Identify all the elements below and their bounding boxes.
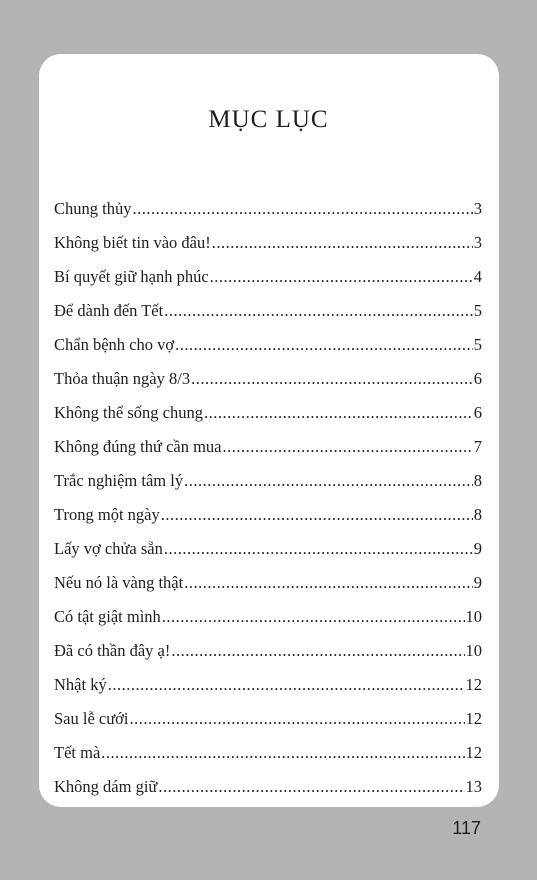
toc-entry[interactable] bbox=[54, 602, 482, 636]
dot-leader bbox=[162, 602, 465, 632]
toc-entry-page: 10 bbox=[465, 607, 482, 626]
toc-entry[interactable] bbox=[54, 228, 482, 262]
toc-entry-title: Thỏa thuận ngày 8/3 bbox=[54, 369, 191, 388]
toc-entry-page: 3 bbox=[473, 233, 482, 252]
toc-entry[interactable] bbox=[54, 432, 482, 466]
dot-leader bbox=[184, 568, 473, 598]
dot-leader bbox=[164, 534, 473, 564]
toc-entry-title: Chung thủy bbox=[54, 199, 132, 218]
toc-entry-title: Đã có thần đây ạ! bbox=[54, 641, 171, 660]
dot-leader bbox=[161, 500, 473, 530]
dot-leader bbox=[204, 398, 473, 428]
dot-leader bbox=[158, 772, 464, 802]
toc-entry[interactable] bbox=[54, 466, 482, 500]
toc-entry[interactable] bbox=[54, 568, 482, 602]
toc-entry-title: Không biết tin vào đâu! bbox=[54, 233, 211, 252]
toc-entry-title: Tết mà bbox=[54, 743, 101, 762]
dot-leader bbox=[108, 670, 465, 700]
toc-entry[interactable] bbox=[54, 194, 482, 228]
toc-entry[interactable] bbox=[54, 636, 482, 670]
toc-entry-page: 3 bbox=[473, 199, 482, 218]
toc-entry[interactable] bbox=[54, 670, 482, 704]
toc-entry[interactable] bbox=[54, 704, 482, 738]
dot-leader bbox=[101, 738, 464, 768]
toc-entry-page: 12 bbox=[465, 675, 482, 694]
toc-entry-title: Trắc nghiệm tâm lý bbox=[54, 471, 184, 490]
toc-entry[interactable] bbox=[54, 738, 482, 772]
dot-leader bbox=[129, 704, 464, 734]
page-title: MỤC LỤC bbox=[208, 106, 329, 133]
toc-entry-page: 5 bbox=[473, 335, 482, 354]
toc-entry-page: 6 bbox=[473, 369, 482, 388]
toc-entry-title: Có tật giật mình bbox=[54, 607, 161, 626]
toc-entry-page: 7 bbox=[473, 437, 482, 456]
toc-entry[interactable] bbox=[54, 330, 482, 364]
toc-entry-title: Trong một ngày bbox=[54, 505, 160, 524]
toc-entry-page: 4 bbox=[473, 267, 482, 286]
dot-leader bbox=[210, 262, 473, 292]
toc-entry-title: Chẩn bệnh cho vợ bbox=[54, 335, 175, 354]
toc-entry-page: 8 bbox=[473, 471, 482, 490]
toc-entry-title: Để dành đến Tết bbox=[54, 301, 164, 320]
toc-entry-title: Bí quyết giữ hạnh phúc bbox=[54, 267, 209, 286]
toc-entry-page: 8 bbox=[473, 505, 482, 524]
dot-leader bbox=[191, 364, 473, 394]
toc-entry-title: Sau lễ cưới bbox=[54, 709, 129, 728]
toc-entry[interactable] bbox=[54, 364, 482, 398]
toc-entry-page: 5 bbox=[473, 301, 482, 320]
toc-entry[interactable] bbox=[54, 534, 482, 568]
toc-entry-title: Lấy vợ chửa sẵn bbox=[54, 539, 163, 558]
dot-leader bbox=[132, 194, 472, 224]
dot-leader bbox=[212, 228, 473, 258]
toc-entry-title: Không thể sống chung bbox=[54, 403, 203, 422]
toc-entry[interactable] bbox=[54, 772, 482, 806]
dot-leader bbox=[175, 330, 473, 360]
toc-entry-page: 9 bbox=[473, 573, 482, 592]
toc-entry[interactable] bbox=[54, 262, 482, 296]
toc-entry-page: 12 bbox=[465, 743, 482, 762]
toc-entry-title: Nếu nó là vàng thật bbox=[54, 573, 184, 592]
toc-entry-page: 6 bbox=[473, 403, 482, 422]
toc-entry[interactable] bbox=[54, 500, 482, 534]
toc-entry[interactable] bbox=[54, 398, 482, 432]
dot-leader bbox=[171, 636, 464, 666]
toc-entry-title: Nhật ký bbox=[54, 675, 107, 694]
toc-entry-page: 12 bbox=[465, 709, 482, 728]
toc-entry-page: 9 bbox=[473, 539, 482, 558]
toc-entry[interactable] bbox=[54, 296, 482, 330]
toc-entry-page: 13 bbox=[465, 777, 482, 796]
dot-leader bbox=[223, 432, 473, 462]
dot-leader bbox=[184, 466, 473, 496]
toc-entry-title: Không dám giữ bbox=[54, 777, 158, 796]
table-of-contents bbox=[54, 194, 482, 806]
toc-entry-page: 10 bbox=[465, 641, 482, 660]
toc-entry-title: Không đúng thứ cần mua bbox=[54, 437, 222, 456]
dot-leader bbox=[164, 296, 473, 326]
page-number: 117 bbox=[452, 818, 481, 838]
